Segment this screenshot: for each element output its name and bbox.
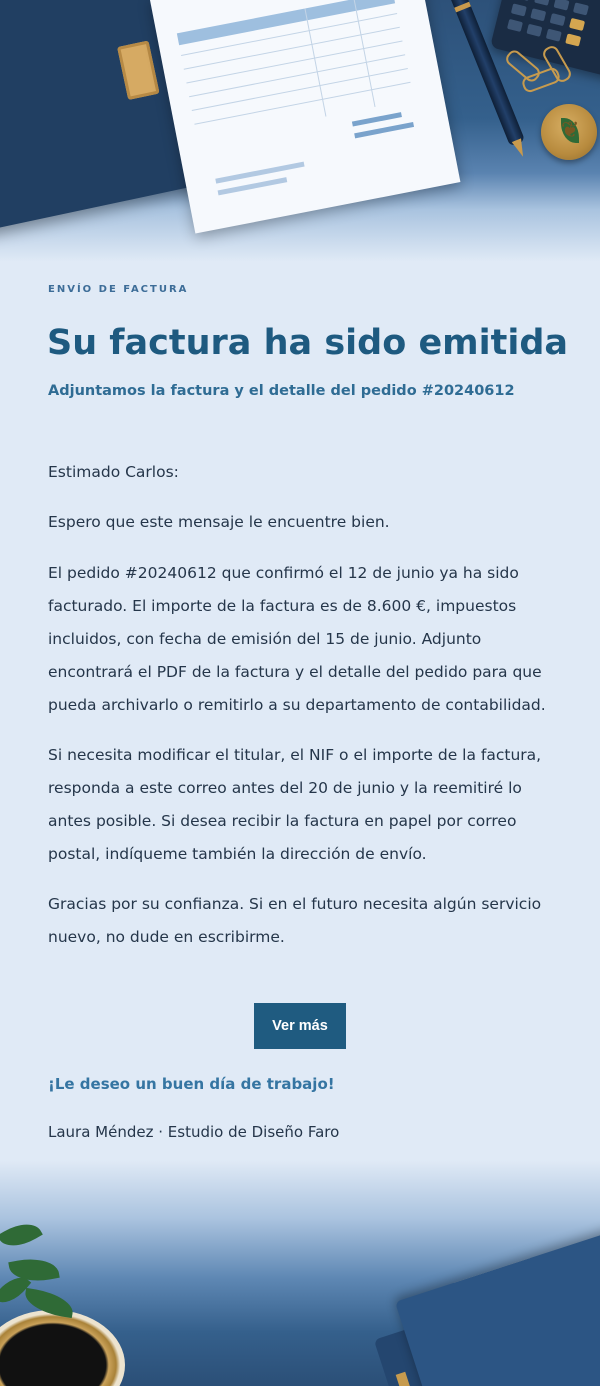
- invoice-paragraph: El pedido #20240612 que confirmó el 12 de junio ya ha sido facturado. El importe de la factura es de 8.600 €, impuestos incluidos, con fecha de emisión del 15 de junio. Adjunto encontrará el PDF de la factura y el detalle del pedido para que pueda archivarlo o remitirlo a su departamento de contabilidad.: [48, 564, 546, 714]
- email-eyebrow: ENVÍO DE FACTURA: [48, 284, 189, 295]
- footer-illustration: [0, 1160, 600, 1386]
- greeting: Estimado Carlos:: [48, 463, 179, 481]
- plant-pot-image: [0, 1310, 125, 1386]
- plant-leaf-image: [0, 1215, 43, 1254]
- paperclips-image: [504, 52, 574, 100]
- leaf-icon: ❦: [561, 118, 580, 143]
- closing-line: ¡Le deseo un buen día de trabajo!: [48, 1075, 335, 1093]
- invoice-document-image: [150, 0, 461, 234]
- header-illustration: [0, 0, 600, 262]
- changes-paragraph: Si necesita modificar el titular, el NIF o el importe de la factura, responda a este correo antes del 20 de junio y la reemitiré lo antes posible. Si desea recibir la factura en papel por correo postal, indíqueme también la dirección de envío.: [48, 746, 542, 863]
- folder-image: [395, 1228, 600, 1386]
- thanks-paragraph: Gracias por su confianza. Si en el futuro necesita algún servicio nuevo, no dude en escribirme.: [48, 895, 542, 946]
- intro-paragraph: Espero que este mensaje le encuentre bien.: [48, 513, 390, 531]
- see-more-button[interactable]: Ver más: [254, 1003, 346, 1049]
- wax-seal-image: [541, 104, 597, 160]
- email-title: Su factura ha sido emitida: [47, 323, 569, 363]
- signature: Laura Méndez · Estudio de Diseño Faro: [48, 1123, 340, 1141]
- email-subtitle: Adjuntamos la factura y el detalle del pedido #20240612: [48, 383, 515, 399]
